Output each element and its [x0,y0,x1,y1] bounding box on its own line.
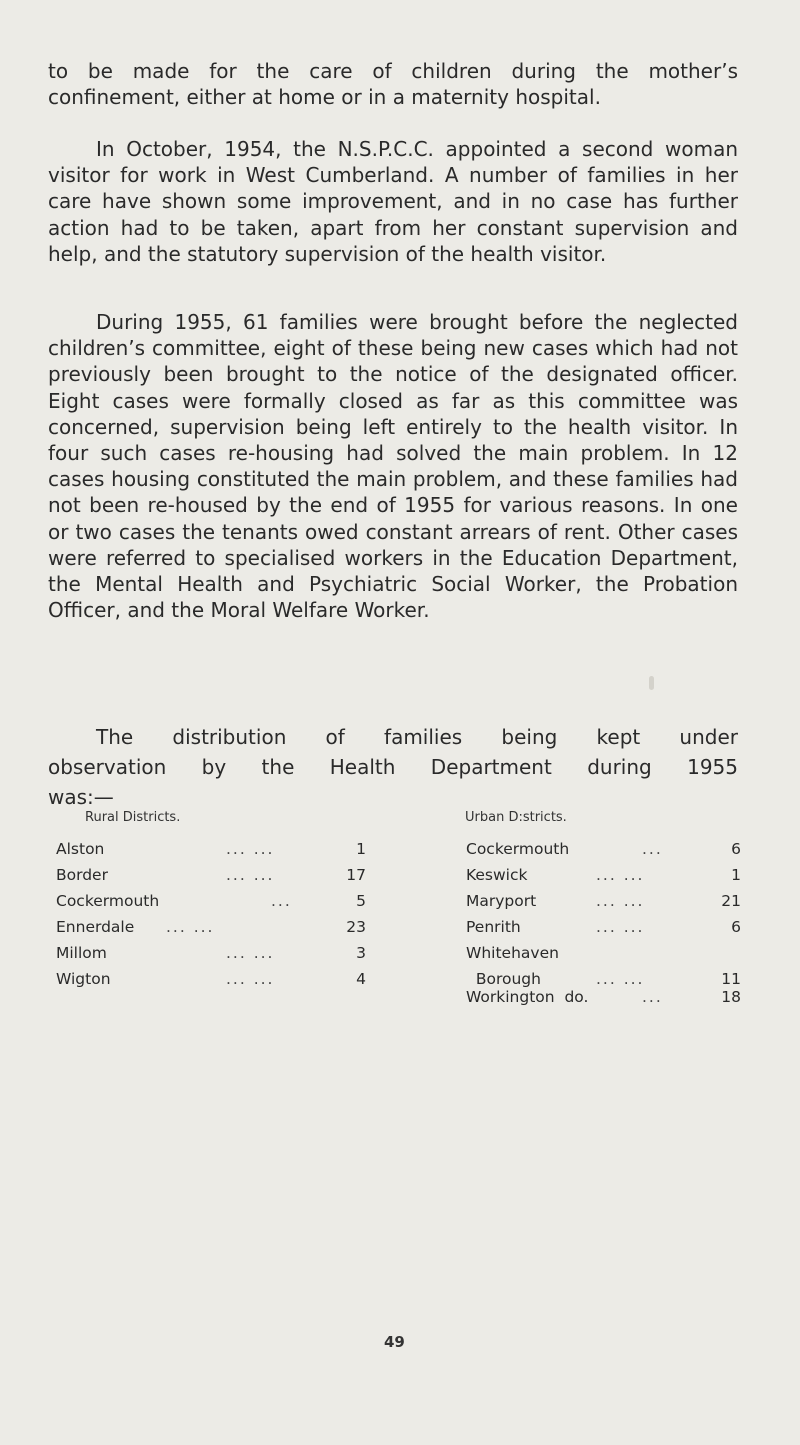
district-count: 18 [721,988,741,1006]
district-name: Borough [466,970,541,988]
district-name: Workington do. [466,988,589,1006]
table-row [56,891,366,911]
district-name: Cockermouth [56,892,160,910]
leader-dots: ... ... [596,892,645,910]
leader-dots: ... [642,840,663,858]
table-row [466,943,741,963]
district-count: 11 [721,970,741,988]
paragraph-confinement: to be made for the care of children during the mother’s confinement, either at home or in a maternity hospital. [48,59,738,110]
district-count: 1 [731,866,741,884]
leader-dots: ... ... [226,944,275,962]
leader-dots: ... ... [596,918,645,936]
leader-dots: ... ... [226,866,275,884]
district-count: 6 [731,918,741,936]
district-count: 23 [346,918,366,936]
district-count: 17 [346,866,366,884]
leader-dots: ... [271,892,292,910]
leader-dots: ... ... [226,840,275,858]
district-name: Ennerdale [56,918,135,936]
leader-dots: ... ... [596,866,645,884]
district-name: Border [56,866,108,884]
paper-smudge [649,676,654,690]
table-row [56,865,366,885]
district-name: Cockermouth [466,840,570,858]
table-row [466,865,741,885]
district-name: Wigton [56,970,111,988]
distribution-intro-line-3: was:— [48,785,114,809]
district-count: 3 [356,944,366,962]
leader-dots: ... ... [596,970,645,988]
table-row [466,839,741,859]
district-name: Millom [56,944,107,962]
table-row [466,969,741,989]
table-row [466,891,741,911]
district-count: 1 [356,840,366,858]
district-name: Alston [56,840,105,858]
rural-districts-heading: Rural Districts. [85,810,181,825]
district-count: 21 [721,892,741,910]
district-name: Maryport [466,892,537,910]
district-count: 4 [356,970,366,988]
table-row [56,917,366,937]
district-count: 5 [356,892,366,910]
leader-dots: ... ... [226,970,275,988]
table-row [56,969,366,989]
table-row [56,943,366,963]
district-name: Penrith [466,918,521,936]
table-row [466,917,741,937]
table-row [466,987,741,1007]
table-row [56,839,366,859]
district-count: 6 [731,840,741,858]
paragraph-neglected-children: During 1955, 61 families were brought before the neglected children’s committee, eight of these being new cases which had not previously been brought to the notice of the designated officer. Eight cases were formally closed as far as this committee was concerned, supervision being left entirely to the health visitor. In four such cases re-housing had solved the main problem. In 12 cases housing constituted the main problem, and these families had not been re-housed by the end of 1955 for various reasons. In one or two cases the tenants owed constant arrears of rent. Other cases were referred to specialised workers in the Education Department, the Mental Health and Psychiatric Social Worker, the Probation Officer, and the Moral Welfare Worker. [48,310,738,623]
page-number: 49 [384,1333,405,1351]
district-name: Whitehaven [466,944,559,962]
district-name: Keswick [466,866,528,884]
distribution-intro-line-1: The distribution of families being kept under [96,725,738,749]
urban-districts-heading: Urban D:stricts. [465,810,567,825]
distribution-intro-line-2: observation by the Health Department during 1955 [48,755,738,779]
leader-dots: ... [642,988,663,1006]
leader-dots: ... ... [166,918,215,936]
paragraph-nspcc-visitor: In October, 1954, the N.S.P.C.C. appointed a second woman visitor for work in West Cumberland. A number of families in her care have shown some improvement, and in no case has further action had to be taken, apart from her constant supervision and help, and the statutory supervision of the health visitor. [48,137,738,266]
